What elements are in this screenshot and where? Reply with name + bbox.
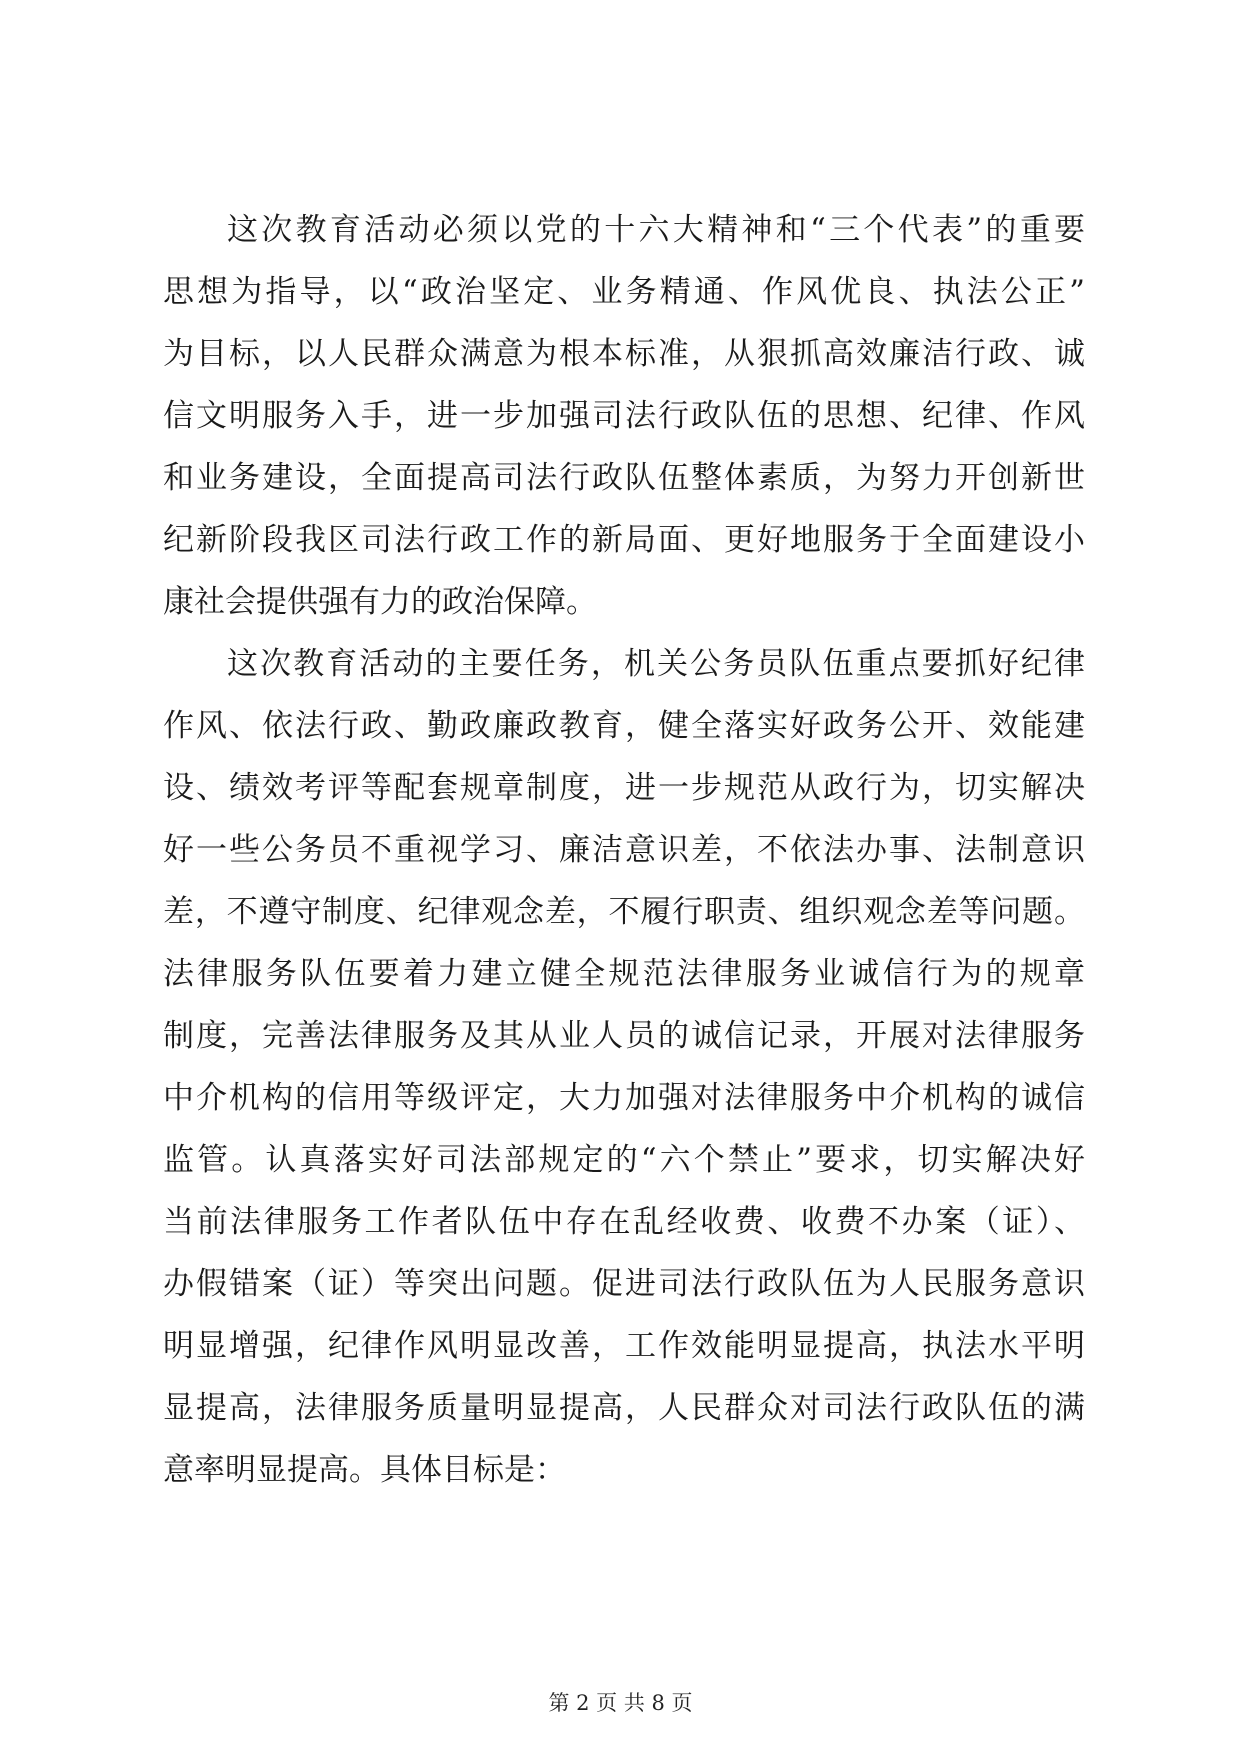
paragraph-1-line-1: 这次教育活动必须以党的十六大精神和“三个代表”的重要 [227,212,1085,248]
paragraph-1-line-2: 思想为指导，以“政治坚定、业务精通、作风优良、执法公正” [163,274,1085,310]
paragraph-2-line-8: 中介机构的信用等级评定，大力加强对法律服务中介机构的诚信 [163,1080,1085,1116]
paragraph-2-line-9: 监管。认真落实好司法部规定的“六个禁止”要求，切实解决好 [163,1142,1085,1178]
paragraph-2-line-6: 法律服务队伍要着力建立健全规范法律服务业诚信行为的规章 [163,956,1085,992]
paragraph-2-line-3: 设、绩效考评等配套规章制度，进一步规范从政行为，切实解决 [163,770,1085,806]
paragraph-2-line-14: 意率明显提高。具体目标是： [163,1452,566,1488]
paragraph-2-line-5: 差，不遵守制度、纪律观念差，不履行职责、组织观念差等问题。 [163,894,1085,930]
paragraph-2-line-11: 办假错案（证）等突出问题。促进司法行政队伍为人民服务意识 [163,1266,1085,1302]
paragraph-2-line-1: 这次教育活动的主要任务，机关公务员队伍重点要抓好纪律 [227,646,1085,682]
paragraph-2-line-10: 当前法律服务工作者队伍中存在乱经收费、收费不办案（证）、 [163,1204,1085,1240]
paragraph-2-line-4: 好一些公务员不重视学习、廉洁意识差，不依法办事、法制意识 [163,832,1085,868]
paragraph-2-line-7: 制度，完善法律服务及其从业人员的诚信记录，开展对法律服务 [163,1018,1085,1054]
paragraph-1-line-5: 和业务建设，全面提高司法行政队伍整体素质，为努力开创新世 [163,460,1085,496]
page-number-footer: 第 2 页 共 8 页 [548,1691,693,1715]
paragraph-1-line-7: 康社会提供强有力的政治保障。 [163,584,597,620]
paragraph-2-line-13: 显提高，法律服务质量明显提高，人民群众对司法行政队伍的满 [163,1390,1085,1426]
paragraph-2-line-12: 明显增强，纪律作风明显改善，工作效能明显提高，执法水平明 [163,1328,1085,1364]
paragraph-1-line-3: 为目标，以人民群众满意为根本标准，从狠抓高效廉洁行政、诚 [163,336,1085,372]
paragraph-1-line-4: 信文明服务入手，进一步加强司法行政队伍的思想、纪律、作风 [163,398,1085,434]
paragraph-2-line-2: 作风、依法行政、勤政廉政教育，健全落实好政务公开、效能建 [163,708,1085,744]
paragraph-1-line-6: 纪新阶段我区司法行政工作的新局面、更好地服务于全面建设小 [163,522,1085,558]
